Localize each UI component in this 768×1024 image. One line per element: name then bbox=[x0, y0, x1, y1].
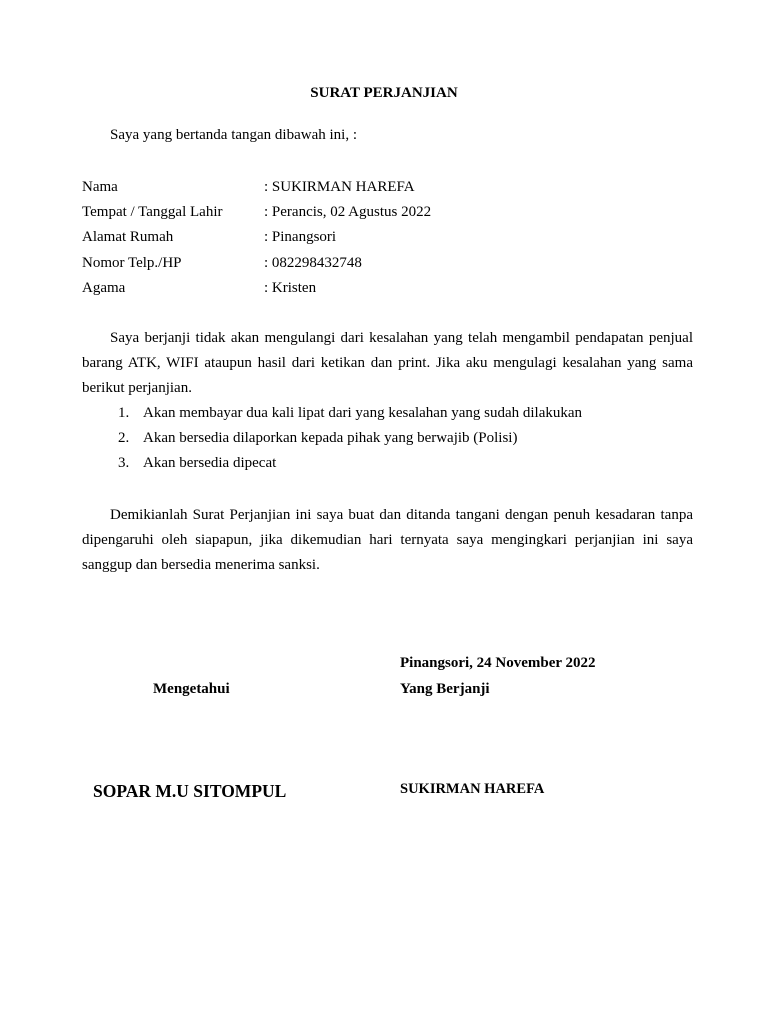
document-title: SURAT PERJANJIAN bbox=[310, 85, 458, 101]
list-text: Akan bersedia dilaporkan kepada pihak yang berwajib (Polisi) bbox=[143, 430, 518, 447]
info-label: Agama bbox=[82, 279, 126, 296]
intro-text: Saya yang bertanda tangan dibawah ini, : bbox=[110, 127, 358, 143]
info-label: Tempat / Tanggal Lahir bbox=[82, 204, 223, 221]
info-label: Alamat Rumah bbox=[82, 229, 174, 246]
info-label: Nomor Telp./HP bbox=[82, 254, 182, 271]
list-number: 1. bbox=[118, 405, 130, 421]
list-item bbox=[113, 401, 582, 426]
info-value: : 082298432748 bbox=[264, 254, 362, 271]
info-label: Nama bbox=[82, 179, 118, 195]
info-value: : Perancis, 02 Agustus 2022 bbox=[264, 204, 432, 221]
info-value: : Pinangsori bbox=[264, 229, 337, 246]
signer-role: Yang Berjanji bbox=[400, 681, 490, 697]
info-row-birth bbox=[82, 200, 431, 225]
witness-role: Mengetahui bbox=[153, 681, 230, 697]
list-number: 3. bbox=[118, 455, 130, 472]
info-row-phone bbox=[82, 251, 431, 276]
info-row-religion bbox=[82, 276, 431, 301]
list-text: Akan membayar dua kali lipat dari yang kesalahan yang sudah dilakukan bbox=[143, 405, 583, 421]
info-value: : SUKIRMAN HAREFA bbox=[264, 179, 415, 195]
list-item bbox=[113, 451, 582, 476]
list-text: Akan bersedia dipecat bbox=[143, 455, 277, 472]
info-row-nama bbox=[82, 175, 431, 200]
witness-name: SOPAR M.U SITOMPUL bbox=[93, 781, 287, 801]
closing-paragraph: Demikianlah Surat Perjanjian ini saya buat dan ditanda tangani dengan penuh kesadaran tanpa dipengaruhi oleh siapapun, jika dikemudian hari ternyata saya mengingkari perjanjian ini saya sanggup dan bersedia menerima sanksi. bbox=[82, 507, 693, 573]
signer-name: SUKIRMAN HAREFA bbox=[400, 781, 545, 797]
personal-info bbox=[82, 175, 431, 301]
list-number: 2. bbox=[118, 430, 130, 447]
list-item bbox=[113, 426, 582, 451]
promise-list bbox=[113, 401, 582, 477]
info-value: : Kristen bbox=[264, 279, 317, 296]
info-row-address bbox=[82, 225, 431, 250]
signature-place-date: Pinangsori, 24 November 2022 bbox=[400, 655, 596, 671]
promise-paragraph: Saya berjanji tidak akan mengulangi dari kesalahan yang telah mengambil pendapatan penjual barang ATK, WIFI ataupun hasil dari ketikan dan print. Jika aku mengulagi kesalahan yang sama berikut perjanjian. bbox=[82, 330, 693, 396]
